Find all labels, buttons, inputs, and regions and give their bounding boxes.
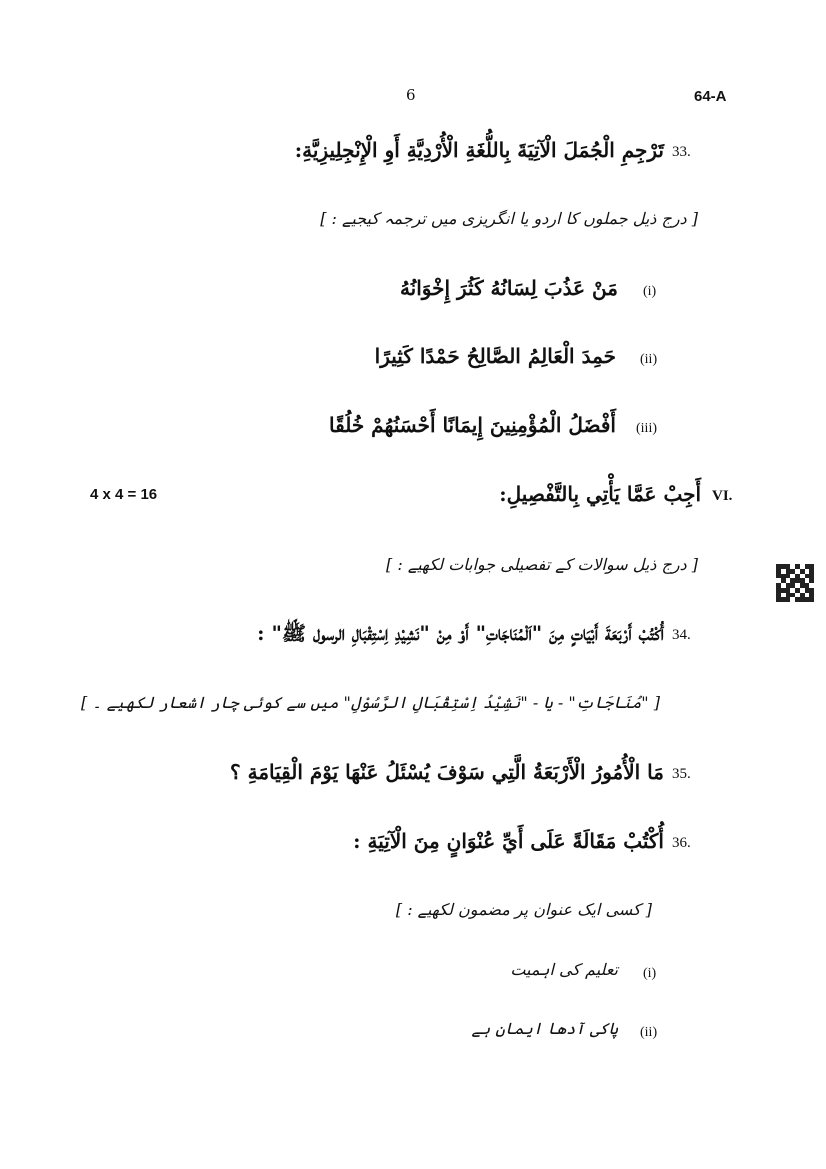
question-33-item-label: (i) bbox=[643, 284, 657, 299]
question-34-arabic: أُكْتُبْ أَرْبَعَةَ أَبْيَاتٍ مِنَ "اَلْمُنَاجَاتِ" أَوْ مِنْ "نَشِيْدِ اِسْتِقْبَالِ الرسول ﷺ" : bbox=[257, 621, 664, 645]
section-urdu-instruction: [ درج ذیل سوالات کے تفصیلی جوابات لکھیے : ] bbox=[386, 555, 698, 574]
question-33-item-text: أَفْضَلُ الْمُؤْمِنِينَ إِيمَانًا أَحْسَنُهُمْ خُلُقًا bbox=[329, 413, 616, 437]
question-34-urdu-instruction: [ "مُنَاجَاتِ" - یا - "نَشِيْدُ اِسْتِقْبَالِ الرَّسُوْلِ" میں سے کوئی چار اشعار لکھیے ۔ ] bbox=[80, 693, 660, 712]
question-36-arabic: أُكْتُبْ مَقَالَةً عَلَى أَيِّ عُنْوَانٍ مِنَ الْآتِيَةِ : bbox=[353, 829, 664, 853]
question-36-item-label: (i) bbox=[643, 966, 657, 981]
question-36-item-label: (ii) bbox=[640, 1025, 658, 1040]
question-33-urdu-instruction: [ درج ذیل جملوں کا اردو یا انگریزی میں ترجمہ کیجیے : ] bbox=[320, 209, 698, 228]
question-33-arabic: تَرْجِمِ الْجُمَلَ الْآتِيَةَ بِاللُّغَةِ الْأُرْدِيَّةِ أَوِ الْإِنْجِلِيزِيَّةِ: bbox=[294, 138, 664, 162]
paper-code: 64-A bbox=[694, 88, 727, 105]
question-33-item-label: (iii) bbox=[636, 421, 657, 436]
question-33-item-label: (ii) bbox=[640, 352, 658, 367]
question-number-34: 34. bbox=[672, 627, 691, 643]
question-36-urdu-instruction: [ کسی ایک عنوان پر مضمون لکھیے : ] bbox=[395, 900, 652, 919]
question-33-item-text: حَمِدَ الْعَالِمُ الصَّالِحُ حَمْدًا كَثِيرًا bbox=[374, 344, 616, 368]
question-33-item-text: مَنْ عَذُبَ لِسَانُهُ كَثُرَ إِخْوَانُهُ bbox=[399, 276, 618, 300]
question-number-35: 35. bbox=[672, 766, 691, 782]
question-36-item-text: پاکی آدھا ایمان ہے bbox=[471, 1019, 618, 1038]
qr-code bbox=[776, 564, 814, 602]
section-number: VI. bbox=[712, 488, 733, 504]
question-36-item-text: تعلیم کی اہمیت bbox=[510, 960, 618, 979]
section-marks: 4 x 4 = 16 bbox=[90, 486, 158, 503]
page-number: 6 bbox=[406, 86, 416, 104]
question-35-arabic: مَا الْأُمُورُ الْأَرْبَعَةُ الَّتِي سَوْفَ يُسْئَلُ عَنْهَا يَوْمَ الْقِيَامَةِ ؟ bbox=[230, 760, 664, 784]
section-heading-arabic: أَجِبْ عَمَّا يَأْتِي بِالتَّفْصِيلِ: bbox=[499, 482, 701, 506]
question-number-33: 33. bbox=[672, 144, 691, 160]
question-number-36: 36. bbox=[672, 835, 691, 851]
